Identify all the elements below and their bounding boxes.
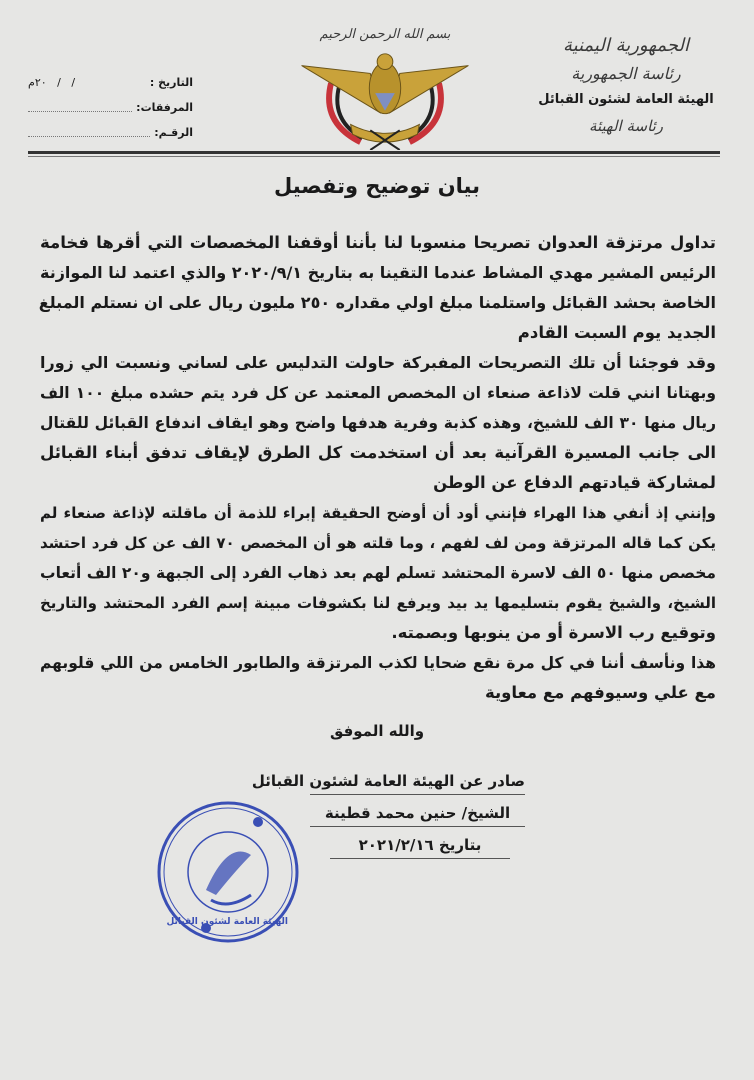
body-line: هذا ونأسف أننا في كل مرة نقع ضحايا لكذب المرتزقة والطابور الخامس من اللي قلوبهم xyxy=(40,654,716,672)
official-stamp xyxy=(156,800,300,944)
date-value: / / ٢٠م xyxy=(28,76,76,89)
body-line: لمشاركة قيادتهم الدفاع عن الوطن xyxy=(433,473,716,492)
closing-phrase: والله الموفق xyxy=(329,722,425,740)
body-line: الرئيس المشير مهدي المشاط عندما التقينا به بتاريخ ٢٠٢٠/٩/١ والذي اعتمد لنا الموازنة xyxy=(40,263,716,282)
number-blank xyxy=(28,128,150,137)
yemen-emblem xyxy=(300,26,470,151)
signatory-name: الشيخ/ حنين محمد قطينة xyxy=(310,802,525,827)
body-line: الخاصة بحشد القبائل واستلمنا مبلغ اولي مقداره ٢٥٠ مليون ريال على ان نستلم المبلغ xyxy=(38,293,716,312)
agency-name: الهيئة العامة لشئون القبائل xyxy=(538,92,714,107)
office-name: رئاسة الهيئة xyxy=(588,117,664,135)
body-line: الجديد يوم السبت القادم xyxy=(517,323,716,342)
number-label: الرقـم: xyxy=(154,126,193,139)
letterhead-right xyxy=(526,32,726,140)
date-row xyxy=(28,70,193,95)
attachments-row xyxy=(28,95,193,120)
body-line: وإنني إذ أنفي هذا الهراء فإنني أود أن أوضح الحقيقة إبراء للذمة أن ماقلته لإذاعة صنعاء لم xyxy=(40,504,716,522)
eagle-emblem-icon xyxy=(300,44,470,150)
body-line: وبهتانا انني قلت لاذاعة صنعاء ان المخصص المعتمد عن كل فرد يتم حشده مبلغ ١٠٠ الف xyxy=(40,384,716,402)
body-line: ريال منها ٣٠ الف للشيخ، وهذه كذبة وفرية هدفها واضح وهو ايقاف اندفاع القبائل للقتال xyxy=(40,414,716,432)
letterhead-meta xyxy=(28,70,193,145)
body-line: الى جانب المسيرة القرآنية بعد أن استخدمت كل الطرق لإيقاف تدفق أبناء القبائل xyxy=(40,443,716,462)
issuer-line: صادر عن الهيئة العامة لشئون القبائل xyxy=(310,770,525,795)
document-title: بيان توضيح وتفصيل xyxy=(273,174,480,198)
attachments-label: المرفقات: xyxy=(136,101,193,114)
basmala: بسم الله الرحمن الرحيم xyxy=(319,27,451,42)
body-line: وتوقيع رب الاسرة أو من ينوبها وبصمته. xyxy=(391,623,716,642)
stamp-text: الهيئة العامة لشئون القبائل xyxy=(166,917,288,927)
country-name: الجمهورية اليمنية xyxy=(562,35,690,56)
body-line: يكن كما قاله المرتزقة ومن لف لفهم ، وما قلته هو أن المخصص ٧٠ الف عن كل فرد احتشد xyxy=(40,534,716,552)
header-divider-thin xyxy=(28,156,720,157)
date-label: التاريخ : xyxy=(149,76,193,89)
body-line: الشيخ، والشيخ يقوم بتسليمها يد بيد ويرفع لنا بكشوفات مبينة إسم الفرد المحتشد والتاريخ xyxy=(40,594,716,612)
body-line: مخصص منها ٥٠ الف لاسرة المحتشد تسلم لهم بعد ذهاب الفرد إلى الجبهة و٢٠ الف أتعاب xyxy=(40,564,716,582)
body-line: تداول مرتزقة العدوان تصريحا منسوبا لنا بأننا أوقفنا المخصصات التي أقرها فخامة xyxy=(40,233,716,252)
attachments-blank xyxy=(28,103,132,112)
header-divider xyxy=(28,151,720,154)
number-row xyxy=(28,120,193,145)
presidency-name: رئاسة الجمهورية xyxy=(571,64,681,83)
body-line: مع علي وسيوفهم مع معاوية xyxy=(484,683,716,702)
body-line: وقد فوجئنا أن تلك التصريحات المفبركة حاولت التدليس على لساني ونسبت الي زورا xyxy=(40,353,716,372)
signature-date: بتاريخ ٢٠٢١/٢/١٦ xyxy=(330,834,510,859)
